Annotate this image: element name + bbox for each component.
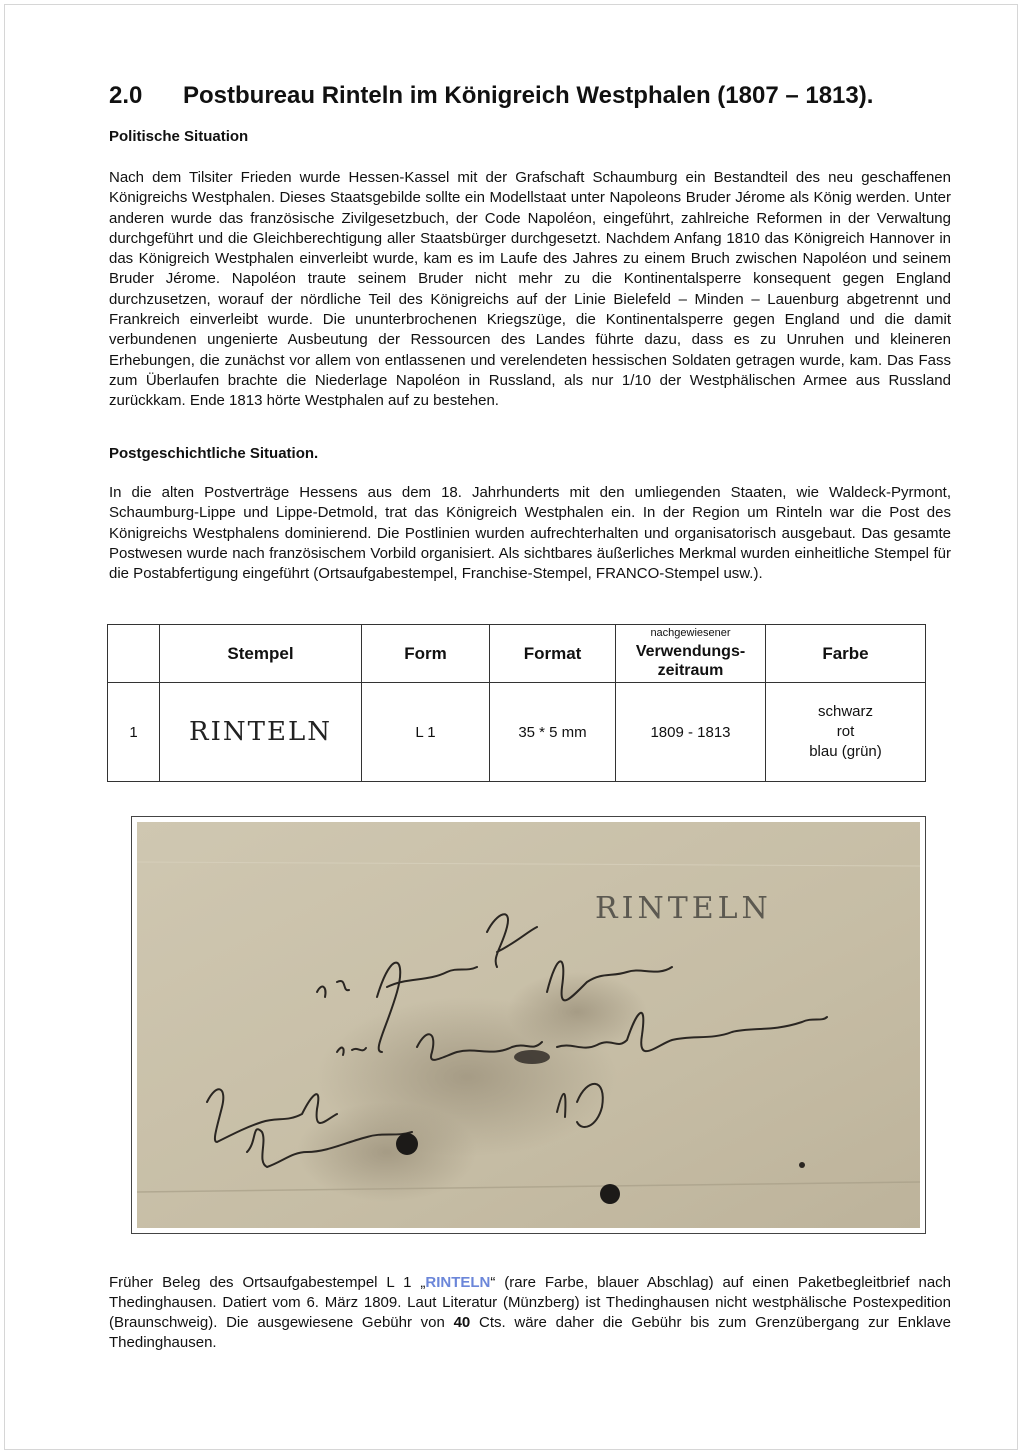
header-farbe: Farbe <box>766 625 926 683</box>
ink-dot <box>799 1162 805 1168</box>
page-heading <box>109 82 939 110</box>
header-form: Form <box>362 625 490 683</box>
section-text-postal: In die alten Postverträge Hessens aus dem 18. Jahrhunderts mit den umliegenden Staaten, wie Waldeck-Pyrmont, Schaumburg-Lippe und Lippe-Detmold, trat das Königreich Westphalen ein. In der Region um Rinteln war die Post des Königreichs Westphalens dominierend. Die Postlinien wurden aufrechterhalten und organisatorisch ausgebaut. Das gesamte Postwesen wurde nach französischem Vorbild organisiert. Als sichtbares äußerliches Merkmal wurden einheitliche Stempel für die Postabfertigung eingeführt (Ortsaufgabestempel, Franchise-Stempel, FRANCO-Stempel usw.). <box>109 484 951 583</box>
cell-farbe <box>766 683 926 782</box>
color-black: schwarz <box>817 703 873 720</box>
photo-caption <box>109 1273 951 1353</box>
header-stempel: Stempel <box>160 625 362 683</box>
cell-form: L 1 <box>362 683 490 782</box>
ink-blot <box>396 1133 418 1155</box>
letter-photo-frame <box>131 816 926 1234</box>
table-header-row <box>108 625 926 683</box>
caption-fee: 40 <box>453 1314 471 1331</box>
cell-stempel <box>160 683 362 782</box>
caption-part1: Früher Beleg des Ortsaufgabestempel L 1 „ <box>109 1274 426 1291</box>
cell-num: 1 <box>108 683 160 782</box>
heading-number: 2.0 <box>109 82 143 109</box>
header-zeitraum <box>616 625 766 683</box>
header-format: Format <box>490 625 616 683</box>
header-zeitraum-small: nachgewiesener <box>650 627 731 639</box>
section-title-postal: Postgeschichtliche Situation. <box>109 445 319 462</box>
color-blue: blau (grün) <box>809 743 882 760</box>
caption-part3: Cts. wäre daher die Gebühr bis zum Grenzübergang zur Enklave Thedinghausen. <box>109 1314 951 1351</box>
caption-part2: “ (rare Farbe, blauer Abschlag) auf einen Paketbegleitbrief nach Thedinghausen. Datiert vom 6. März 1809. Laut Literatur (Münzberg) ist Thedinghausen nicht westphälische Postexpedition (Braunschweig). Die ausgewiesene Gebühr von <box>109 1274 951 1331</box>
stamp-table <box>107 624 926 782</box>
caption-stamp-highlight: RINTELN <box>425 1274 491 1291</box>
header-zeitraum-main: Verwendungs-zeitraum <box>635 643 746 679</box>
section-title-politics: Politische Situation <box>109 128 249 145</box>
stamp-impression-text: RINTELN <box>189 717 332 747</box>
stamp-rinteln-on-letter: RINTELN <box>595 891 772 926</box>
cell-zeitraum: 1809 - 1813 <box>616 683 766 782</box>
color-red: rot <box>836 723 855 740</box>
ink-blot <box>600 1184 620 1204</box>
table-row <box>108 683 926 782</box>
heading-title: Postbureau Rinteln im Königreich Westphalen (1807 – 1813). <box>183 82 874 109</box>
section-text-politics: Nach dem Tilsiter Frieden wurde Hessen-Kassel mit der Grafschaft Schaumburg ein Bestandteil des neu geschaffenen Königreichs Westphalen. Dieses Staatsgebilde sollte ein Modellstaat unter Napoleons Bruder Jérome als König werden. Unter anderen wurde das französische Zivilgesetzbuch, der Code Napoléon, eingeführt, zahlreiche Reformen in der Verwaltung durchgeführt und die Gleichberechtigung aller Staatsbürger durchgesetzt. Nachdem Anfang 1810 das Königreich Hannover in das Königreich Westphalen einverleibt wurde, kam es im Laufe des Jahres zu einem Bruch zwischen Napoléon und seinem Bruder Jérome. Napoléon traute seinem Bruder nicht mehr zu die Kontinentalsperre konsequent gegen England durchzusetzen, worauf der nördliche Teil des Königreichs auf der Linie Bielefeld – Minden – Lauenburg abgetrennt und Frankreich einverleibt wurde. Die ununterbrochenen Kriegszüge, die Kontinentalsperre gegen England und die damit verbundenen ungenierte Ausbeutung der Ressourcen des Landes führte dazu, dass es zu Unruhen und kleineren Erhebungen, die zunächst vor allem von entlassenen und verelendeten hessischen Soldaten getragen wurde, kam. Das Fass zum Überlaufen brachte die Niederlage Napoléon in Russland, als nur 1/10 der Westphälischen Armee aus Russland zurückkam. Ende 1813 hörte Westphalen auf zu bestehen. <box>109 169 951 410</box>
letter-photo <box>137 822 920 1228</box>
cell-format: 35 * 5 mm <box>490 683 616 782</box>
header-num <box>108 625 160 683</box>
ink-blot <box>514 1050 550 1064</box>
water-stain <box>297 1102 477 1202</box>
